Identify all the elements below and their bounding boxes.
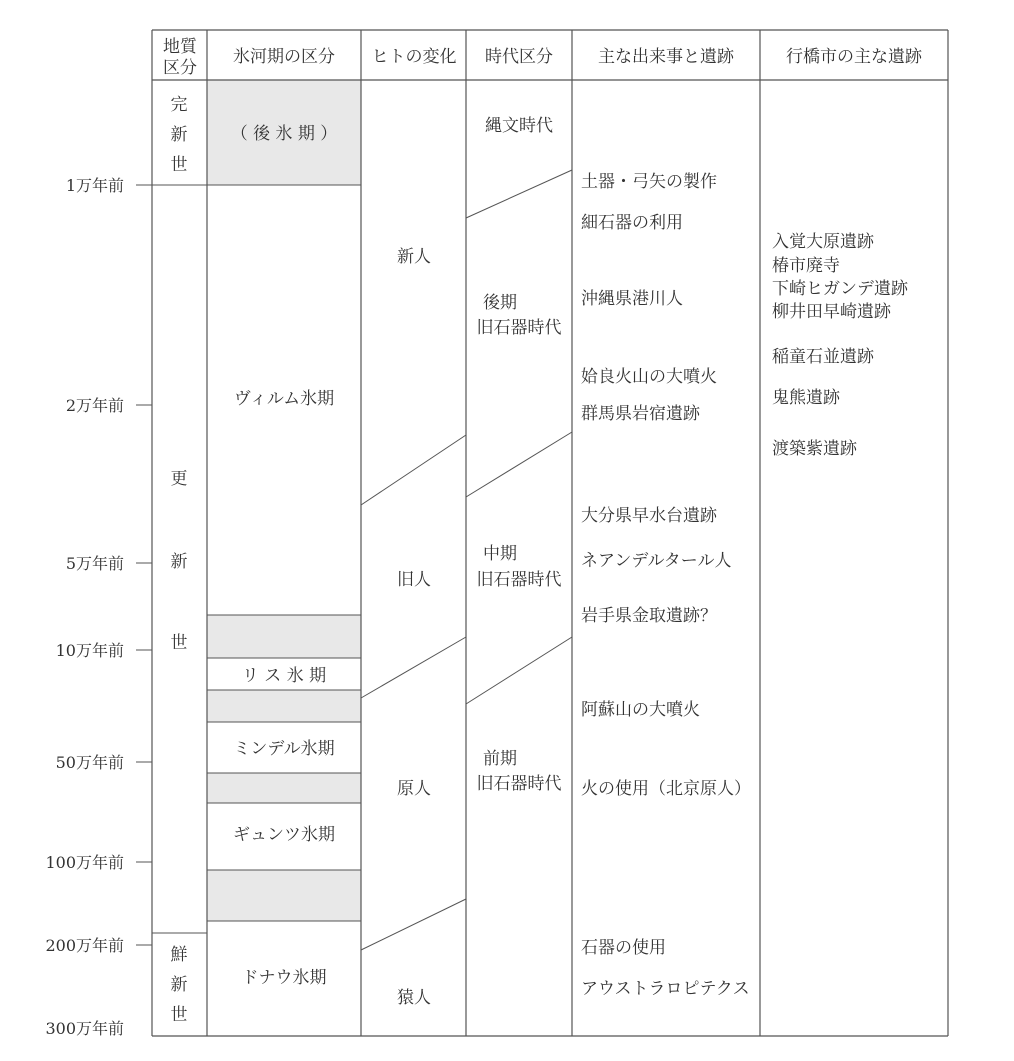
- geology-holocene-2: 新: [170, 125, 188, 145]
- event-item: 岩手県金取遺跡？: [581, 606, 717, 626]
- time-label-8: 300万年前: [45, 1019, 124, 1038]
- site-item: 鬼熊遺跡: [772, 388, 840, 408]
- header-geology-line1: 地質: [163, 37, 197, 57]
- site-item: 下崎ヒガンデ遺跡: [772, 279, 908, 299]
- time-label-7: 200万年前: [45, 936, 124, 955]
- era-early-2: 旧石器時代: [476, 774, 562, 794]
- event-item: 沖縄県港川人: [581, 289, 683, 309]
- era-middle-1: 中期: [483, 544, 517, 564]
- site-item: 稲童石並遺跡: [772, 347, 874, 367]
- geology-pleistocene-2: 新: [170, 552, 188, 572]
- geology-pliocene-1: 鮮: [170, 945, 188, 965]
- geology-pliocene-3: 世: [170, 1005, 188, 1025]
- interglacial-shade-3: [207, 773, 361, 803]
- human-ape: 猿人: [397, 988, 431, 1008]
- era-early-1: 前期: [483, 749, 517, 769]
- time-label-6: 100万年前: [45, 853, 124, 872]
- time-label-1: 1万年前: [65, 176, 124, 195]
- header-events: 主な出来事と遺跡: [598, 47, 734, 67]
- time-label-4: 10万年前: [55, 641, 124, 660]
- human-neo: 新人: [397, 247, 431, 267]
- era-middle-2: 旧石器時代: [476, 570, 562, 590]
- era-late-2: 旧石器時代: [476, 318, 562, 338]
- interglacial-shade-2: [207, 690, 361, 722]
- event-item: 土器・弓矢の製作: [581, 172, 717, 192]
- geology-holocene-3: 世: [170, 155, 188, 175]
- event-item: ネアンデルタール人: [581, 551, 732, 571]
- glacial-mindel: ミンデル氷期: [233, 739, 335, 759]
- header-era: 時代区分: [485, 47, 553, 67]
- site-item: 渡築紫遺跡: [772, 439, 857, 459]
- interglacial-shade-4: [207, 870, 361, 921]
- geology-pleistocene-1: 更: [170, 469, 188, 489]
- header-geology-line2: 区分: [163, 58, 197, 78]
- glacial-donau: ドナウ氷期: [241, 968, 327, 988]
- header-human: ヒトの変化: [371, 47, 457, 67]
- event-item: 阿蘇山の大噴火: [581, 700, 700, 720]
- era-late-1: 後期: [483, 293, 517, 313]
- interglacial-shade-1: [207, 615, 361, 658]
- event-item: 石器の使用: [581, 938, 666, 958]
- human-paleo: 旧人: [397, 570, 431, 590]
- geology-holocene-1: 完: [170, 95, 188, 115]
- event-item: 火の使用（北京原人）: [581, 779, 751, 799]
- time-label-3: 5万年前: [65, 554, 124, 573]
- event-item: アウストラロピテクス: [581, 979, 750, 999]
- event-item: 細石器の利用: [581, 213, 683, 233]
- time-label-5: 50万年前: [55, 753, 124, 772]
- glacial-wurm: ヴィルム氷期: [233, 389, 335, 409]
- geology-pleistocene-3: 世: [170, 633, 188, 653]
- glacial-gunz: ギュンツ氷期: [233, 825, 335, 845]
- header-sites: 行橋市の主な遺跡: [786, 47, 922, 67]
- site-item: 椿市廃寺: [772, 256, 840, 276]
- time-label-2: 2万年前: [65, 396, 124, 415]
- glacial-postglacial: （ 後 氷 期 ）: [230, 124, 338, 144]
- human-archaic: 原人: [397, 779, 431, 799]
- header-glacial: 氷河期の区分: [233, 47, 335, 67]
- event-item: 群馬県岩宿遺跡: [581, 404, 700, 424]
- site-item: 入覚大原遺跡: [772, 232, 874, 252]
- site-item: 柳井田早崎遺跡: [772, 302, 891, 322]
- event-item: 大分県早水台遺跡: [581, 506, 717, 526]
- era-jomon: 縄文時代: [485, 116, 553, 136]
- glacial-riss: リ ス 氷 期: [241, 666, 327, 686]
- geology-pliocene-2: 新: [170, 975, 188, 995]
- event-item: 姶良火山の大噴火: [581, 367, 717, 387]
